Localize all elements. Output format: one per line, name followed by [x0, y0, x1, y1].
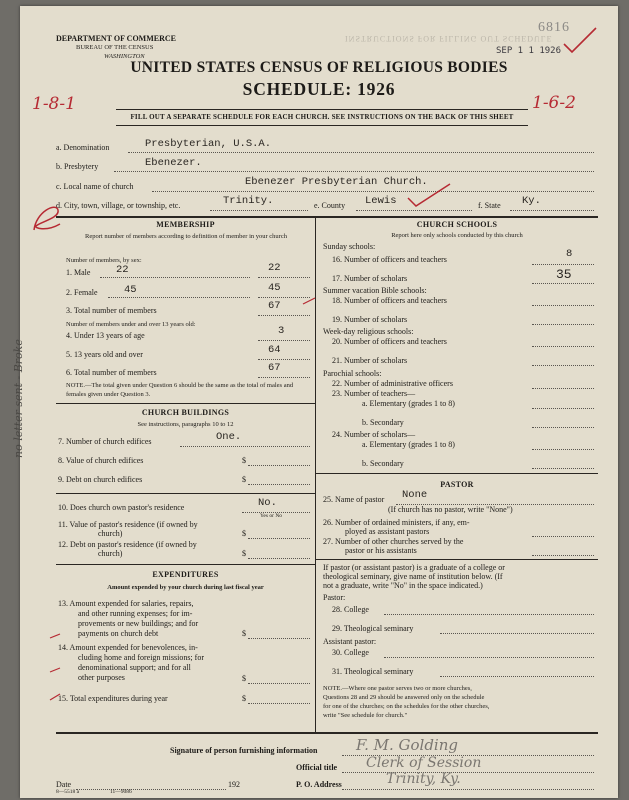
bureau-name: BUREAU OF THE CENSUS	[76, 44, 154, 51]
membership-heading: MEMBERSHIP	[156, 220, 215, 229]
date-year: 192	[228, 780, 240, 789]
q11-label: 11. Value of pastor's residence (if owned by	[58, 520, 198, 529]
margin-ticks-icon	[46, 632, 76, 712]
q5-value: 64	[268, 344, 281, 356]
buildings-heading: CHURCH BUILDINGS	[141, 408, 230, 417]
q9-dollar: $	[242, 475, 246, 484]
q3-value: 67	[268, 300, 281, 312]
q7-label: 7. Number of church edifices	[58, 437, 152, 446]
q23a-label: a. Elementary (grades 1 to 8)	[362, 399, 455, 408]
denomination-value: Presbyterian, U.S.A.	[145, 138, 272, 150]
q7-value: One.	[216, 431, 242, 443]
q26-line1: 26. Number of ordained ministers, if any, em-	[323, 518, 470, 527]
form-number: 8—5518 a	[56, 789, 80, 795]
q15-label: 15. Total expenditures during year	[58, 694, 168, 703]
q25-hint: (If church has no pastor, write "None")	[388, 505, 513, 514]
grad-note-line2: theological seminary, give name of institution below. (If	[323, 572, 503, 581]
q15-dollar: $	[242, 694, 246, 703]
q25-label: 25. Name of pastor	[323, 495, 385, 504]
presbytery-value: Ebenezer.	[145, 157, 202, 169]
expenditures-sub: Amount expended by your church during last fiscal year	[107, 584, 264, 591]
q11-dollar: $	[242, 529, 246, 538]
q18-label: 18. Number of officers and teachers	[332, 296, 447, 305]
membership-intro: Report number of members according to definition of member in your church	[85, 233, 287, 240]
po-address-value: Trinity, Ky.	[386, 771, 461, 787]
membership-note: NOTE.—The total given under Question 6 should be the same as the total of males and females given under Question 3.	[66, 382, 294, 398]
date-label: Date	[56, 780, 72, 789]
q22-label: 22. Number of administrative officers	[332, 379, 453, 388]
q14-line4: other purposes	[78, 673, 125, 682]
q13-line4: payments on church debt	[78, 629, 159, 638]
buildings-sub: See instructions, paragraphs 10 to 12	[137, 421, 234, 428]
county-value: Lewis	[365, 195, 397, 207]
q16-value: 8	[566, 248, 573, 260]
q21-label: 21. Number of scholars	[332, 356, 408, 365]
schedule-title: SCHEDULE: 1926	[242, 79, 396, 99]
city-value: Trinity.	[223, 195, 274, 207]
pastor-note-line4: write "See schedule for church."	[323, 712, 408, 719]
q30-label: 30. College	[332, 648, 369, 657]
q9-label: 9. Debt on church edifices	[58, 475, 143, 484]
pastor-note-line3: for one of the churches; on the schedules for the other churches,	[323, 703, 490, 710]
q1-label: 1. Male	[66, 268, 91, 277]
church-name-value: Ebenezer Presbyterian Church.	[245, 176, 428, 188]
denomination-label: a. Denomination	[56, 143, 110, 152]
q2-label: 2. Female	[66, 288, 98, 297]
print-number: 11—9086	[110, 789, 132, 795]
check-mark-icon	[406, 182, 452, 210]
asst-pastor-subheading: Assistant pastor:	[323, 637, 377, 646]
signature-label: Signature of person furnishing information	[170, 746, 318, 755]
q12-label: 12. Debt on pastor's residence (if owned by	[58, 540, 197, 549]
q26-line2: ployed as assistant pastors	[345, 527, 430, 536]
q27-line1: 27. Number of other churches served by the	[323, 537, 464, 546]
q5-label: 5. 13 years old and over	[66, 350, 143, 359]
state-value: Ky.	[522, 195, 541, 207]
official-title-label: Official title	[296, 763, 338, 772]
q2-value: 45	[268, 282, 281, 294]
q8-label: 8. Value of church edifices	[58, 456, 144, 465]
pastor-heading: PASTOR	[440, 480, 474, 489]
county-label: e. County	[314, 201, 346, 210]
q14-line1: 14. Amount expended for benevolences, in-	[58, 643, 198, 652]
age-heading: Number of members under and over 13 years old:	[66, 321, 196, 328]
q28-label: 28. College	[332, 605, 369, 614]
state-label: f. State	[478, 201, 501, 210]
serial-number: 6816	[538, 20, 570, 35]
q17-label: 17. Number of scholars	[332, 274, 408, 283]
q20-label: 20. Number of officers and teachers	[332, 337, 447, 346]
presbytery-label: b. Presbytery	[56, 162, 99, 171]
sunday-heading: Sunday schools:	[323, 242, 376, 251]
q12-dollar: $	[242, 549, 246, 558]
q16-label: 16. Number of officers and teachers	[332, 255, 447, 264]
q14-line2: cluding home and foreign missions; for	[78, 653, 204, 662]
dept-name: DEPARTMENT OF COMMERCE	[56, 34, 177, 43]
q24b-label: b. Secondary	[362, 459, 404, 468]
bureau-city: WASHINGTON	[104, 53, 145, 60]
q4-value: 3	[278, 325, 285, 337]
q6-value: 67	[268, 362, 281, 374]
q23b-label: b. Secondary	[362, 418, 404, 427]
pastor-note-line1: NOTE.—Where one pastor serves two or more churches,	[323, 685, 472, 692]
tick-mark-icon	[302, 296, 316, 306]
form-title: UNITED STATES CENSUS OF RELIGIOUS BODIES	[130, 59, 508, 76]
q3-label: 3. Total number of members	[66, 306, 157, 315]
q14-dollar: $	[242, 674, 246, 683]
q31-label: 31. Theological seminary	[332, 667, 414, 676]
handwritten-code-left: 1-8-1	[32, 94, 76, 114]
q13-line2: and other running expenses; for im-	[78, 609, 193, 618]
q13-dollar: $	[242, 629, 246, 638]
by-sex-heading: Number of members, by sex:	[66, 257, 142, 264]
q1-inline-value: 22	[116, 264, 129, 276]
received-date-stamp: SEP 1 1 1926	[496, 46, 562, 56]
q6-label: 6. Total number of members	[66, 368, 157, 377]
q12-cont: church)	[98, 549, 123, 558]
q13-line1: 13. Amount expended for salaries, repairs,	[58, 599, 194, 608]
official-title-value: Clerk of Session	[366, 755, 482, 771]
q10-value: No.	[258, 497, 277, 509]
q1-value: 22	[268, 262, 281, 274]
pastor-note-line2: Questions 28 and 29 should be answered only on the schedule	[323, 694, 485, 701]
parochial-heading: Parochial schools:	[323, 369, 382, 378]
pastor-subheading: Pastor:	[323, 593, 346, 602]
q11-cont: church)	[98, 529, 123, 538]
q25-value: None	[402, 489, 428, 501]
q10-label: 10. Does church own pastor's residence	[58, 503, 185, 512]
q14-line3: denominational support; and for all	[78, 663, 191, 672]
q24a-label: a. Elementary (grades 1 to 8)	[362, 440, 455, 449]
q10-hint: Yes or No	[260, 513, 283, 519]
weekday-heading: Week-day religious schools:	[323, 327, 414, 336]
expenditures-heading: EXPENDITURES	[152, 570, 219, 579]
q4-label: 4. Under 13 years of age	[66, 331, 145, 340]
q27-line2: pastor or his assistants	[345, 546, 417, 555]
schools-heading: CHURCH SCHOOLS	[416, 220, 498, 229]
census-schedule-page	[12, 6, 618, 798]
q17-value: 35	[556, 267, 572, 282]
q13-line3: provements or new buildings; and for	[78, 619, 199, 628]
q19-label: 19. Number of scholars	[332, 315, 408, 324]
q29-label: 29. Theological seminary	[332, 624, 414, 633]
instructions-banner: FILL OUT A SEPARATE SCHEDULE FOR EACH CHURCH. SEE INSTRUCTIONS ON THE BACK OF THIS SHEET	[130, 113, 514, 121]
q8-dollar: $	[242, 456, 246, 465]
margin-note: no letter sent - Broke	[12, 339, 25, 458]
bleed-through-text: INSTRUCTIONS FOR FILLING OUT SCHEDULE	[345, 34, 553, 43]
q2-inline-value: 45	[124, 284, 137, 296]
po-address-label: P. O. Address	[296, 780, 342, 789]
q23-label: 23. Number of teachers—	[332, 389, 416, 398]
handwritten-code-right: 1-6-2	[532, 93, 576, 113]
check-mark-icon	[560, 26, 600, 56]
schools-intro: Report here only schools conducted by this church	[391, 232, 523, 239]
q24-label: 24. Number of scholars—	[332, 430, 416, 439]
signature-value: F. M. Golding	[356, 736, 458, 754]
summer-heading: Summer vacation Bible schools:	[323, 286, 427, 295]
grad-note-line3: not a graduate, write "No" in the space indicated.)	[323, 581, 483, 590]
city-label: d. City, town, village, or township, etc.	[56, 201, 181, 210]
grad-note-line1: If pastor (or assistant pastor) is a graduate of a college or	[323, 563, 505, 572]
church-name-label: c. Local name of church	[56, 182, 134, 191]
